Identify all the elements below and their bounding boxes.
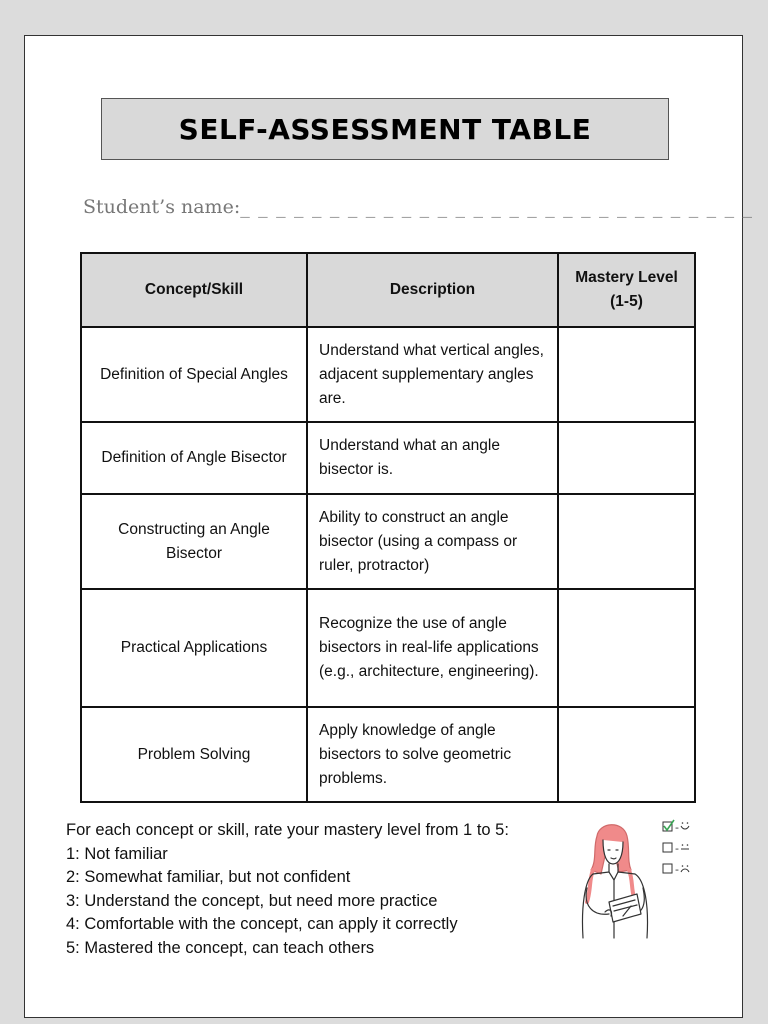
- header-mastery-level: Mastery Level (1-5): [558, 253, 695, 327]
- header-concept-skill: Concept/Skill: [81, 253, 307, 327]
- mastery-level-cell[interactable]: [558, 494, 695, 589]
- table-header-row: [81, 253, 695, 327]
- mastery-level-cell[interactable]: [558, 589, 695, 707]
- student-name-label: Student’s name:: [83, 196, 241, 218]
- mastery-level-cell[interactable]: [558, 327, 695, 422]
- description-cell: Ability to construct an angle bisector (using a compass or ruler, protractor): [307, 494, 558, 589]
- concept-cell: Problem Solving: [81, 707, 307, 802]
- header-description: Description: [307, 253, 558, 327]
- title-banner: [101, 98, 669, 160]
- svg-text:-: -: [675, 821, 679, 834]
- instructions-intro: For each concept or skill, rate your mastery level from 1 to 5:: [66, 821, 509, 839]
- table-row: [81, 589, 695, 707]
- svg-text:-: -: [675, 842, 679, 855]
- concept-cell: Practical Applications: [81, 589, 307, 707]
- mastery-level-cell[interactable]: [558, 422, 695, 494]
- level-item: 2: Somewhat familiar, but not confident: [66, 868, 351, 887]
- student-name-line: [83, 196, 754, 218]
- concept-cell: Definition of Special Angles: [81, 327, 307, 422]
- table-row: [81, 327, 695, 422]
- worksheet-page: [24, 35, 754, 1018]
- level-item: 5: Mastered the concept, can teach others: [66, 938, 375, 957]
- concept-cell: Constructing an Angle Bisector: [81, 494, 307, 589]
- table-row: [81, 494, 695, 589]
- description-cell: Recognize the use of angle bisectors in real-life applications (e.g., architecture, engineering).: [307, 589, 558, 707]
- concept-cell: Definition of Angle Bisector: [81, 422, 307, 494]
- table-row: [81, 707, 695, 802]
- description-cell: Understand what an angle bisector is.: [307, 422, 558, 494]
- table-row: [81, 422, 695, 494]
- level-item: 1: Not familiar: [66, 844, 168, 863]
- level-item: 4: Comfortable with the concept, can apply it correctly: [66, 915, 458, 934]
- self-assessment-table: [80, 252, 696, 803]
- description-cell: Apply knowledge of angle bisectors to solve geometric problems.: [307, 707, 558, 802]
- description-cell: Understand what vertical angles, adjacent supplementary angles are.: [307, 327, 558, 422]
- student-name-blank[interactable]: _ _ _ _ _ _ _ _ _ _ _ _ _ _ _ _ _ _ _ _ _ _ _ _ _ _ _ _ _: [240, 196, 754, 218]
- rating-instructions: [66, 819, 566, 961]
- page-title: SELF-ASSESSMENT TABLE: [178, 112, 592, 146]
- svg-text:-: -: [675, 863, 679, 876]
- mastery-level-cell[interactable]: [558, 707, 695, 802]
- student-with-tablet-checklist-illustration: [553, 816, 693, 941]
- level-item: 3: Understand the concept, but need more practice: [66, 891, 438, 910]
